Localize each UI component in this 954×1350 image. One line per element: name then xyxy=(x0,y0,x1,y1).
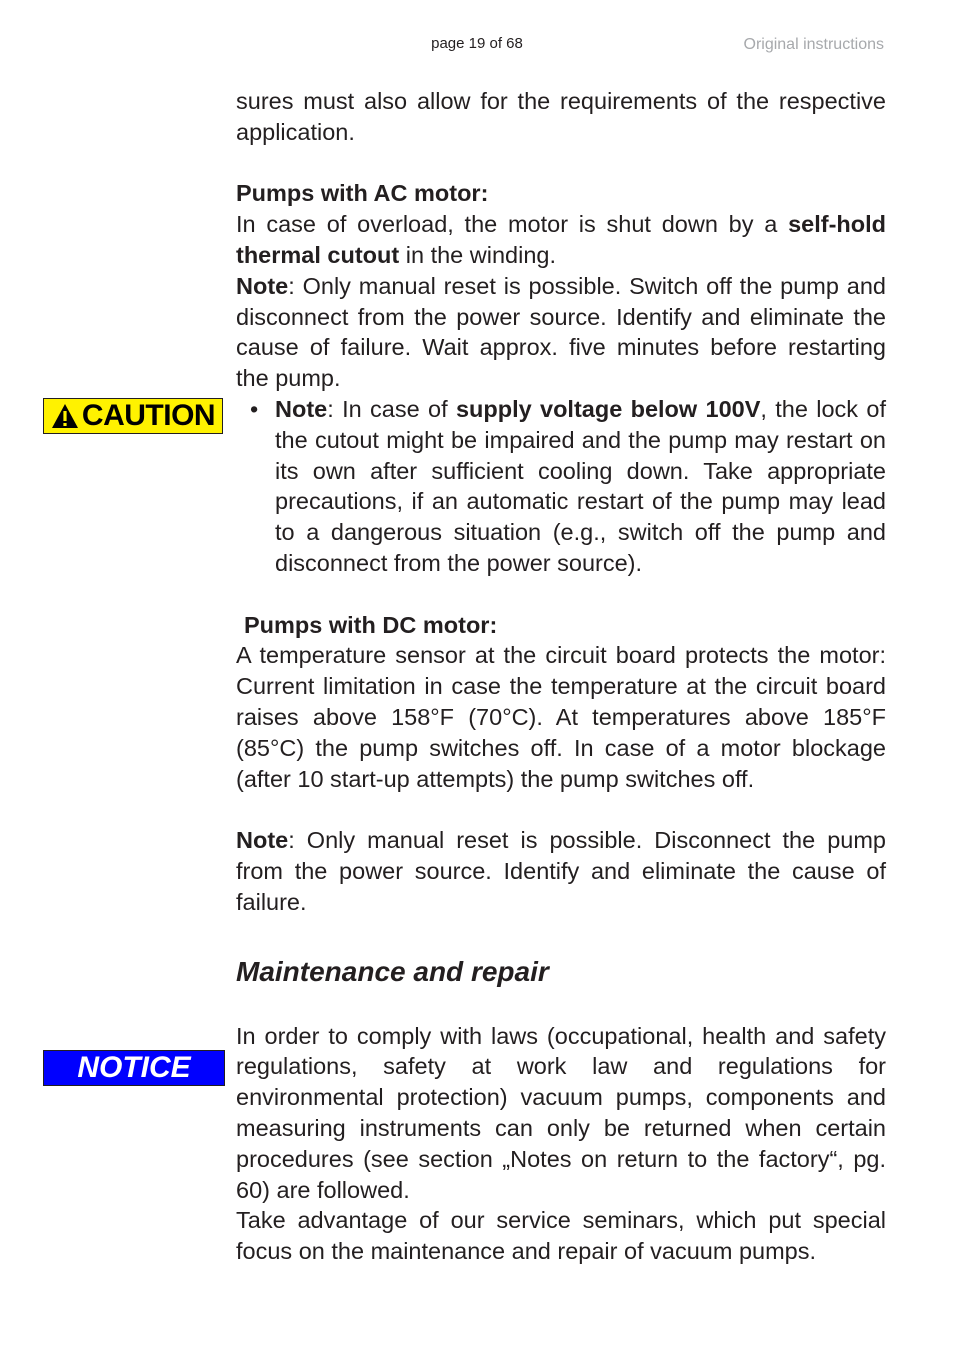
maintenance-paragraph-1: In order to comply with laws (occupational, health and safety regulations, safety at work law and regulations for environmental protection) vacuum pumps, components and measuring instruments can only be returned when certain procedures (see section „Notes on return to the factory“, pg. 60) are followed. xyxy=(236,1022,886,1203)
page-number: page 19 of 68 xyxy=(431,35,523,52)
ac-heading: Pumps with AC motor: xyxy=(236,180,489,207)
notice-text: NOTICE xyxy=(77,1051,191,1084)
dc-sensor-paragraph: A temperature sensor at the circuit board protects the motor: Current limitation in case the temperature at the circuit board raises above 158°F (70°C). At temperatures above 185°F (85°C) the pump switches off. In case of a motor blockage (after 10 start-up attempts) the pump switches off. xyxy=(236,642,886,792)
dc-note-paragraph: Note: Only manual reset is possible. Disconnect the pump from the power source. Identify and eliminate the cause of failure. xyxy=(236,827,886,915)
caution-text: CAUTION xyxy=(81,399,216,432)
caution-label xyxy=(43,398,223,434)
ac-note-paragraph: Note: Only manual reset is possible. Switch off the pump and disconnect from the power source. Identify and eliminate the cause of failure. Wait approx. five minutes before restarting the pump. xyxy=(236,272,886,392)
maintenance-paragraph-2: Take advantage of our service seminars, which put special focus on the maintenance and repair of vacuum pumps. xyxy=(236,1207,886,1265)
bullet-dot: • xyxy=(250,395,259,422)
document-label: Original instructions xyxy=(743,36,884,53)
notice-label xyxy=(43,1050,225,1086)
ac-overload-paragraph: In case of overload, the motor is shut down by a self-hold thermal cutout in the winding. xyxy=(236,211,886,268)
maintenance-heading: Maintenance and repair xyxy=(236,955,549,987)
main-content xyxy=(236,86,886,1267)
dc-heading: Pumps with DC motor: xyxy=(244,611,498,638)
intro-paragraph: sures must also allow for the requirements of the respective application. xyxy=(236,88,886,145)
caution-bullet: • Note: In case of supply voltage below 100V, the lock of the cutout might be impaired and the pump may restart on its own after sufficient cooling down. Take appropriate precautions, if an automatic restart of the pump may lead to a dangerous situation (e.g., switch off the pump and disconnect from the power source). xyxy=(250,395,886,576)
warning-triangle-icon xyxy=(51,403,79,429)
